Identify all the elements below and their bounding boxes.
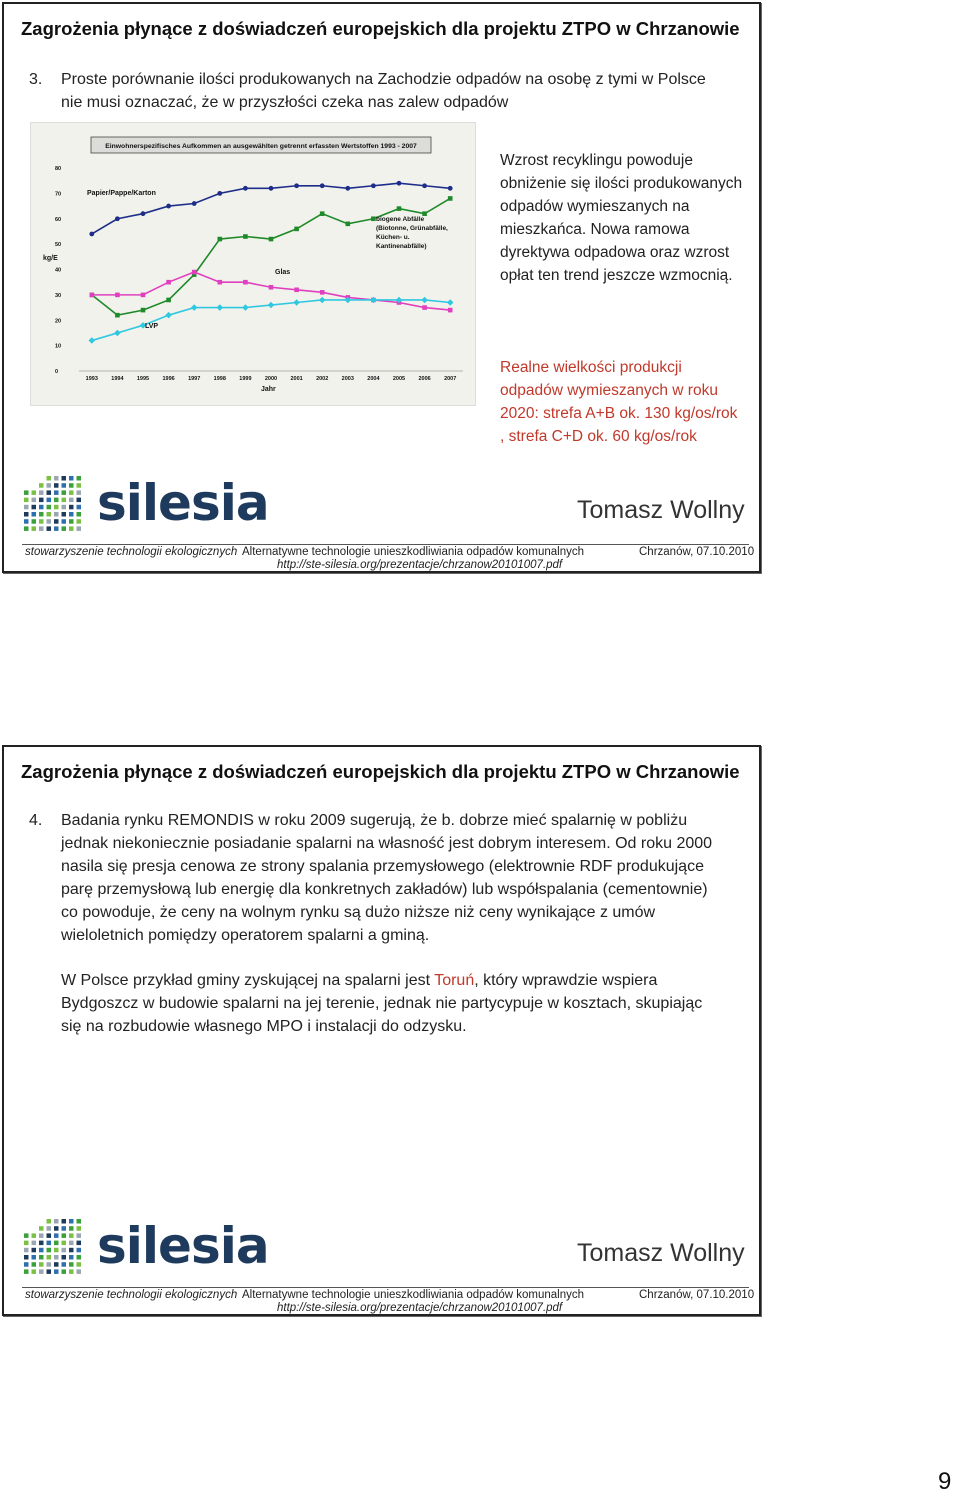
- logo-dot: [47, 1269, 52, 1274]
- logo-dot: [77, 1269, 82, 1274]
- x-tick-label: 1998: [213, 376, 226, 382]
- logo-dot: [54, 519, 59, 524]
- data-point: [165, 312, 172, 319]
- logo-dot: [54, 505, 59, 510]
- logo-dot: [62, 483, 67, 488]
- y-tick-label: 50: [55, 242, 62, 249]
- logo-dot: [24, 1255, 29, 1260]
- logo-dot: [62, 519, 67, 524]
- data-point: [269, 237, 274, 242]
- logo-dot: [32, 526, 37, 531]
- data-point: [243, 186, 248, 191]
- logo-dot: [62, 1233, 67, 1238]
- data-point: [447, 299, 454, 306]
- x-tick-label: 2004: [367, 376, 380, 382]
- logo-dot: [47, 1226, 52, 1231]
- logo-dot: [54, 1248, 59, 1253]
- logo-dot: [62, 1248, 67, 1253]
- author-name: Tomasz Wollny: [577, 1239, 745, 1267]
- logo-dot: [77, 1233, 82, 1238]
- logo-dot: [39, 1248, 44, 1253]
- y-tick-label: 40: [55, 267, 62, 274]
- logo-dot: [77, 1241, 82, 1246]
- data-point: [141, 308, 146, 313]
- footer-divider: [22, 544, 749, 545]
- logo-dot: [77, 483, 82, 488]
- logo-dot: [77, 512, 82, 517]
- footer-association: stowarzyszenie technologii ekologicznych: [25, 546, 238, 558]
- p2-after: , który wprawdzie wspiera Bydgoszcz w budowie spalarni na jej terenie, jednak nie partycypuje w kosztach, skupiając się na rozbudowie własnego MPO i instalacji do odzysku.: [61, 972, 703, 1035]
- data-point: [242, 304, 249, 311]
- logo-dot: [54, 512, 59, 517]
- logo-dot: [77, 519, 82, 524]
- series-label-paper: Papier/Pappe/Karton: [87, 190, 156, 197]
- logo-dot: [24, 505, 29, 510]
- logo-dot: [39, 1262, 44, 1267]
- y-axis-label: kg/E: [43, 255, 58, 262]
- data-point: [243, 280, 248, 285]
- data-point: [89, 337, 96, 344]
- data-point: [269, 186, 274, 191]
- data-point: [448, 308, 453, 313]
- logo-dot: [24, 1262, 29, 1267]
- bullet-number: 4.: [29, 812, 43, 829]
- logo-dot: [47, 483, 52, 488]
- logo-dot: [32, 1241, 37, 1246]
- logo-dot: [47, 490, 52, 495]
- logo-dot: [77, 526, 82, 531]
- data-point: [166, 204, 171, 209]
- logo-dot: [24, 1248, 29, 1253]
- logo-dot: [54, 490, 59, 495]
- data-point: [115, 293, 120, 298]
- data-point: [191, 304, 198, 311]
- footer-association: stowarzyszenie technologii ekologicznych: [25, 1289, 238, 1301]
- logo-dot: [47, 498, 52, 503]
- data-point: [294, 227, 299, 232]
- data-point: [320, 183, 325, 188]
- silesia-logo: silesia: [97, 1217, 269, 1275]
- logo-dot: [32, 1248, 37, 1253]
- data-point: [422, 183, 427, 188]
- logo-dot: [69, 1226, 74, 1231]
- data-point: [192, 201, 197, 206]
- logo-dot: [69, 1241, 74, 1246]
- data-point: [293, 299, 300, 306]
- data-point: [422, 305, 427, 310]
- data-point: [141, 293, 146, 298]
- logo-dot: [47, 1262, 52, 1267]
- data-point: [421, 297, 428, 304]
- data-point: [192, 270, 197, 275]
- logo-dot: [24, 1269, 29, 1274]
- series-label-glass: Glas: [275, 269, 291, 276]
- y-tick-label: 10: [55, 343, 62, 350]
- x-axis-label: Jahr: [261, 386, 276, 393]
- logo-dot: [69, 519, 74, 524]
- chart-title: Einwohnerspezifisches Aufkommen an ausgewählten getrennt erfassten Wertstoffen 1993 - 2007: [105, 143, 417, 150]
- y-tick-label: 0: [55, 369, 59, 375]
- logo-dot: [69, 498, 74, 503]
- logo-dot: [54, 526, 59, 531]
- x-tick-label: 1997: [188, 376, 201, 382]
- bullet-text-2: [61, 969, 719, 1038]
- x-tick-label: 1999: [239, 376, 252, 382]
- logo-dot: [39, 1269, 44, 1274]
- data-point: [371, 216, 376, 221]
- logo-dot: [69, 476, 74, 481]
- y-tick-label: 30: [55, 292, 62, 299]
- page-number: 9: [938, 1468, 952, 1495]
- logo-dot: [47, 526, 52, 531]
- logo-dot: [39, 505, 44, 510]
- logo-dot: [39, 519, 44, 524]
- data-point: [218, 280, 223, 285]
- logo-dot: [62, 1255, 67, 1260]
- data-point: [346, 222, 351, 227]
- side-text: Wzrost recyklingu powoduje obniżenie się ilości produkowanych odpadów wymieszanych na mieszkańca. Nowa ramowa dyrektywa odpadowa oraz wzrost opłat ten trend jeszcze wzmocnią.: [500, 152, 743, 284]
- data-point: [345, 186, 350, 191]
- data-point: [90, 293, 95, 298]
- x-tick-label: 1995: [136, 376, 150, 382]
- data-point: [320, 290, 325, 295]
- data-point: [217, 191, 222, 196]
- series-label-lvp: LVP: [145, 323, 159, 330]
- data-point: [448, 186, 453, 191]
- silesia-logo-dots-icon: [24, 1219, 90, 1279]
- data-point: [114, 330, 121, 337]
- logo-dot: [77, 1248, 82, 1253]
- logo-dot: [77, 498, 82, 503]
- logo-dot: [39, 1233, 44, 1238]
- logo-dot: [62, 512, 67, 517]
- data-point: [115, 216, 120, 221]
- logo-dot: [54, 1269, 59, 1274]
- footer: [4, 1209, 759, 1316]
- logo-dot: [69, 512, 74, 517]
- highlight-torun: Toruń: [434, 972, 475, 989]
- bullet-point-4: [29, 809, 719, 1038]
- logo-dot: [54, 476, 59, 481]
- logo-dot: [62, 1269, 67, 1274]
- waste-collection-chart: [30, 122, 476, 406]
- logo-dot: [24, 498, 29, 503]
- logo-dot: [54, 1219, 59, 1224]
- logo-dot: [77, 1262, 82, 1267]
- logo-dot: [62, 498, 67, 503]
- x-tick-label: 1993: [85, 376, 98, 382]
- logo-dot: [77, 1255, 82, 1260]
- logo-dot: [32, 512, 37, 517]
- logo-dot: [47, 1219, 52, 1224]
- logo-dot: [24, 526, 29, 531]
- series-label-bio: biogene Abfälle (Biotonne, Grünabfälle, Küchen- u. Kantinenabfälle): [376, 216, 448, 250]
- bullet-point-3: [29, 68, 719, 114]
- logo-dot: [54, 1262, 59, 1267]
- logo-dot: [69, 526, 74, 531]
- logo-dot: [77, 1219, 82, 1224]
- slide-2: [2, 745, 761, 1316]
- data-point: [166, 280, 171, 285]
- footer-url[interactable]: http://ste-silesia.org/prezentacje/chrzanow20101007.pdf: [277, 1302, 563, 1314]
- footer-date: Chrzanów, 07.10.2010: [639, 546, 755, 558]
- logo-dot: [54, 1233, 59, 1238]
- slide-1: [2, 2, 761, 573]
- footer-divider: [22, 1287, 749, 1288]
- logo-dot: [39, 1255, 44, 1260]
- logo-dot: [32, 1233, 37, 1238]
- logo-dot: [47, 512, 52, 517]
- x-tick-label: 2005: [392, 376, 406, 382]
- y-tick-label: 80: [55, 166, 62, 172]
- p2-before: W Polsce przykład gminy zyskującej na spalarni jest: [61, 972, 435, 989]
- slide-title: Zagrożenia płynące z doświadczeń europejskich dla projektu ZTPO w Chrzanowie: [21, 761, 740, 782]
- logo-dot: [69, 490, 74, 495]
- logo-dot: [39, 512, 44, 517]
- logo-dot: [54, 1241, 59, 1246]
- silesia-logo: silesia: [97, 474, 269, 532]
- logo-dot: [47, 1233, 52, 1238]
- logo-dot: [47, 1241, 52, 1246]
- logo-dot: [32, 1269, 37, 1274]
- bullet-text: Proste porównanie ilości produkowanych na Zachodzie odpadów na osobę z tymi w Polsce nie musi oznaczać, że w przyszłości czeka nas zalew odpadów: [61, 71, 706, 111]
- data-point: [319, 297, 326, 304]
- x-tick-label: 2001: [290, 376, 303, 382]
- logo-dot: [77, 1226, 82, 1231]
- logo-dot: [32, 490, 37, 495]
- bullet-number: 3.: [29, 71, 43, 88]
- data-point: [166, 298, 171, 303]
- logo-dot: [69, 1269, 74, 1274]
- data-point: [243, 234, 248, 239]
- logo-dot: [47, 519, 52, 524]
- x-tick-label: 1994: [111, 376, 124, 382]
- logo-dot: [39, 483, 44, 488]
- side-text-highlight: Realne wielkości produkcji odpadów wymieszanych w roku 2020: strefa A+B ok. 130 kg/os/rok , strefa C+D ok. 60 kg/os/rok: [500, 359, 738, 445]
- logo-dot: [77, 476, 82, 481]
- footer-event: Alternatywne technologie unieszkodliwiania odpadów komunalnych: [242, 546, 585, 558]
- data-point: [269, 285, 274, 290]
- silesia-logo-dots-icon: [24, 476, 90, 536]
- logo-dot: [47, 1255, 52, 1260]
- y-tick-label: 20: [55, 318, 62, 325]
- slide-title: Zagrożenia płynące z doświadczeń europejskich dla projektu ZTPO w Chrzanowie: [21, 18, 740, 39]
- logo-dot: [24, 512, 29, 517]
- data-point: [217, 304, 224, 311]
- data-point: [294, 183, 299, 188]
- logo-dot: [39, 526, 44, 531]
- footer-event: Alternatywne technologie unieszkodliwiania odpadów komunalnych: [242, 1289, 585, 1301]
- data-point: [218, 237, 223, 242]
- logo-dot: [32, 1255, 37, 1260]
- data-point: [115, 313, 120, 318]
- logo-dot: [32, 1262, 37, 1267]
- logo-dot: [62, 1241, 67, 1246]
- data-point: [448, 196, 453, 201]
- logo-dot: [32, 505, 37, 510]
- logo-dot: [62, 1219, 67, 1224]
- y-tick-label: 60: [55, 216, 62, 223]
- logo-dot: [62, 1262, 67, 1267]
- logo-dot: [69, 1233, 74, 1238]
- logo-dot: [24, 519, 29, 524]
- logo-dot: [62, 505, 67, 510]
- logo-dot: [62, 526, 67, 531]
- logo-dot: [24, 1241, 29, 1246]
- data-point: [141, 211, 146, 216]
- data-point: [89, 232, 94, 237]
- x-tick-label: 2003: [341, 376, 354, 382]
- logo-dot: [24, 1233, 29, 1238]
- footer-url[interactable]: http://ste-silesia.org/prezentacje/chrzanow20101007.pdf: [277, 559, 563, 571]
- logo-dot: [62, 1226, 67, 1231]
- logo-dot: [39, 1226, 44, 1231]
- x-tick-label: 1996: [162, 376, 175, 382]
- logo-dot: [54, 1226, 59, 1231]
- logo-dot: [69, 1255, 74, 1260]
- logo-dot: [69, 1262, 74, 1267]
- y-tick-label: 70: [55, 191, 62, 198]
- data-point: [268, 302, 275, 309]
- x-tick-label: 2006: [418, 376, 431, 382]
- logo-dot: [32, 519, 37, 524]
- data-point: [371, 183, 376, 188]
- data-point: [320, 211, 325, 216]
- logo-dot: [62, 490, 67, 495]
- logo-dot: [62, 476, 67, 481]
- logo-dot: [47, 476, 52, 481]
- footer: [4, 466, 759, 573]
- x-tick-label: 2007: [444, 376, 457, 382]
- logo-dot: [54, 483, 59, 488]
- logo-dot: [69, 1219, 74, 1224]
- logo-dot: [54, 498, 59, 503]
- footer-date: Chrzanów, 07.10.2010: [639, 1289, 755, 1301]
- data-point: [294, 288, 299, 293]
- logo-dot: [77, 490, 82, 495]
- logo-dot: [47, 505, 52, 510]
- x-tick-label: 2000: [264, 376, 278, 382]
- bullet-text: Badania rynku REMONDIS w roku 2009 sugerują, że b. dobrze mieć spalarnię w pobliżu jednak niekoniecznie posiadanie spalarni na własność jest dobrym interesem. Od roku 2000 nasila się presja cenowa ze strony spalania przemysłowego (elektrownie RDF produkujące parę przemysłową lub energię dla konkretnych zakładów) lub współspalania (cementownie) co powoduje, że ceny na wolnym rynku są dużo niższe niż ceny wynikające z umów wieloletnich pomiędzy operatorem spalarni a gminą.: [61, 812, 713, 944]
- author-name: Tomasz Wollny: [577, 496, 745, 524]
- data-point: [397, 181, 402, 186]
- logo-dot: [69, 505, 74, 510]
- logo-dot: [39, 490, 44, 495]
- logo-dot: [47, 1248, 52, 1253]
- data-point: [397, 206, 402, 211]
- logo-dot: [69, 483, 74, 488]
- logo-dot: [32, 498, 37, 503]
- logo-dot: [24, 490, 29, 495]
- logo-dot: [77, 505, 82, 510]
- x-tick-label: 2002: [316, 376, 329, 382]
- logo-dot: [69, 1248, 74, 1253]
- logo-dot: [39, 1241, 44, 1246]
- logo-dot: [39, 498, 44, 503]
- logo-dot: [54, 1255, 59, 1260]
